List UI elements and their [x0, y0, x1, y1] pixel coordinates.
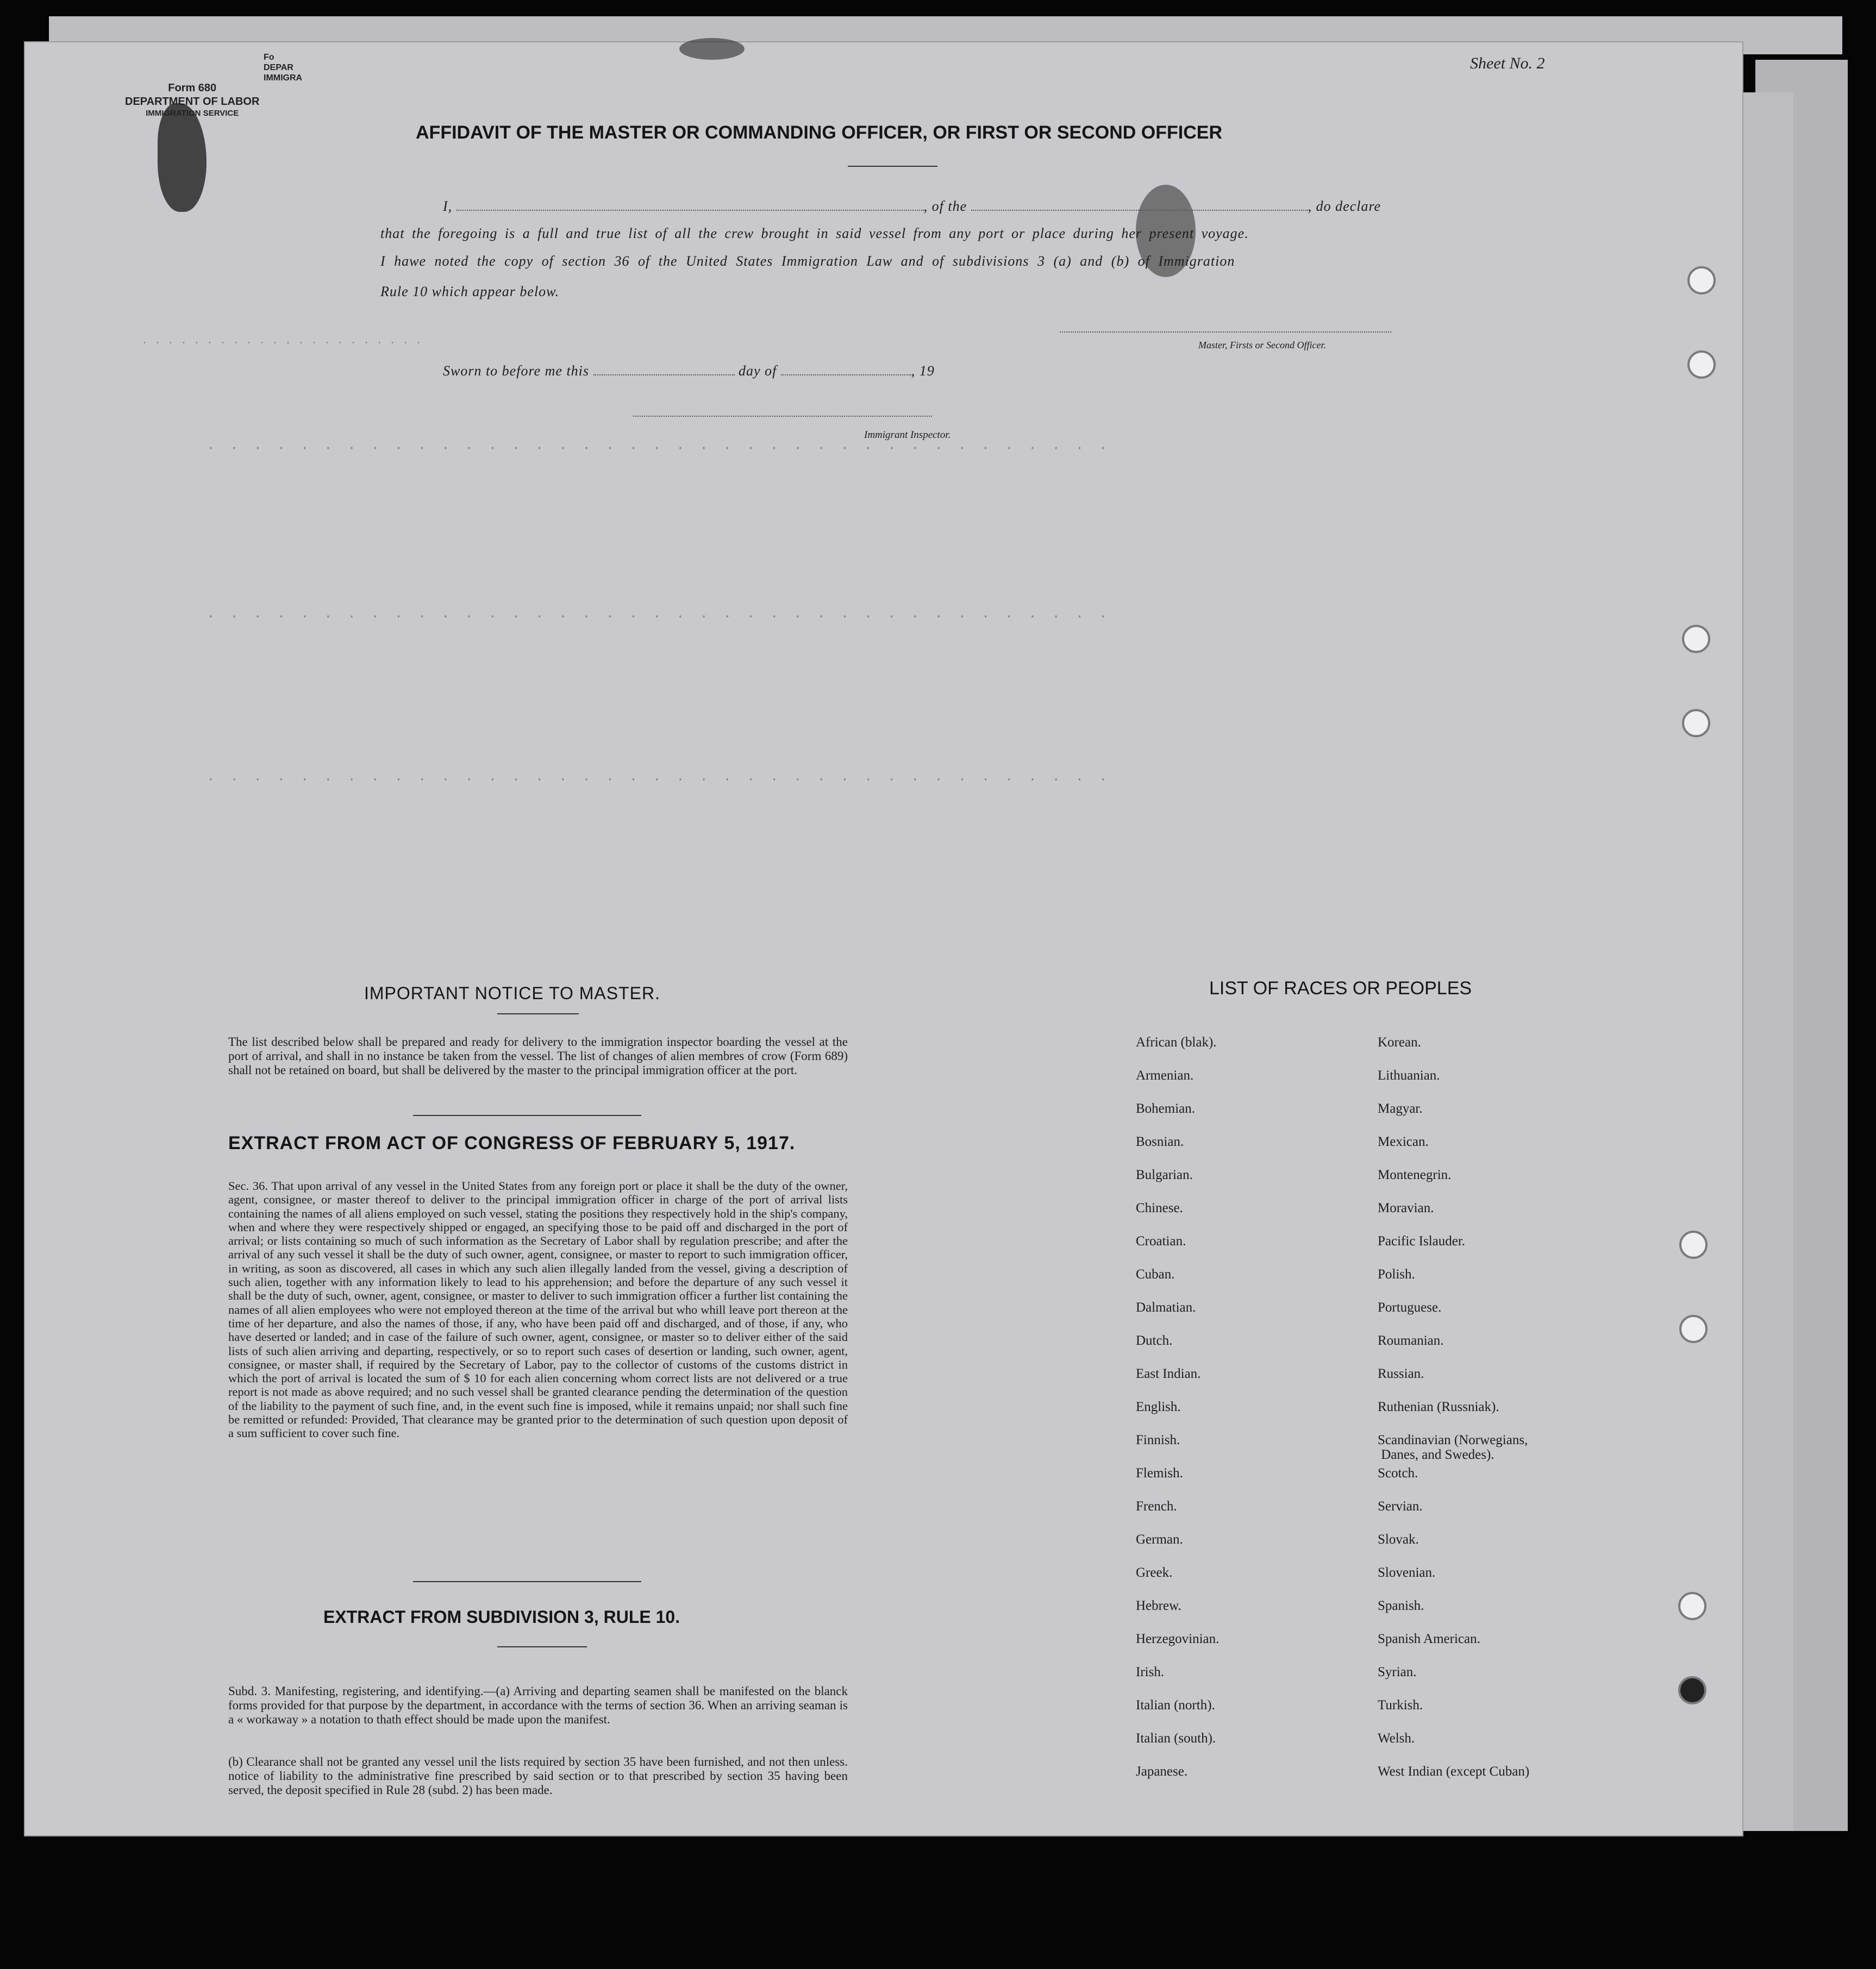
binder-hole — [1687, 266, 1716, 294]
affidavit-line-2: that the foregoing is a full and true list of all the crew brought in said vessel from any port or place during her present voyage. — [380, 225, 1249, 241]
binder-hole — [1679, 1231, 1708, 1259]
binder-hole — [1678, 1592, 1706, 1620]
race-item: Italian (south). — [1136, 1731, 1216, 1746]
binder-hole — [1682, 625, 1710, 653]
race-item: English. — [1136, 1400, 1181, 1414]
race-item: French. — [1136, 1499, 1177, 1514]
race-item: Magyar. — [1378, 1101, 1423, 1116]
bleed-through-text: · · · · · · · · · · · · · · · · · · · · · · · · · · · · · · · · · · · · · · · — [207, 772, 1111, 788]
form-number: Form 680 — [168, 82, 217, 94]
race-item: Herzegovinian. — [1136, 1632, 1220, 1646]
signer-label: Master, Firsts or Second Officer. — [1198, 340, 1326, 350]
bleed-through-text: · · · · · · · · · · · · · · · · · · · · · · · · · · · · · · · · · · · · · · · — [207, 440, 1111, 456]
race-item: Greek. — [1136, 1565, 1173, 1580]
notice-text: The list described below shall be prepared and ready for delivery to the immigration inspector boarding the vessel at the port of arrival, and shall in no instance be taken from the vessel. The list of changes of alien membres of crow (Form 689) shall not be retained on board, but shall be delivered by the master to the principal immigration officer at the port. — [228, 1035, 848, 1077]
divider — [497, 1013, 579, 1014]
race-item: East Indian. — [1136, 1366, 1201, 1381]
extract-act-text: Sec. 36. That upon arrival of any vessel in the United States from any foreign port or place it shall be the duty of the owner, agent, consignee, or master thereof to deliver to the principal immigration officer in charge of the port of arrival lists containing the names of all aliens employed on such vessel, stating the positions they respectively hold in the ship's company, when and where they were respectively shipped or engaged, an specifying those to be paid off and discharged in the port of arrival; or lists containing so much of such information as the Secretary of Labor shall by regulation prescribe; and after the arrival of any such vessel it shall be the duty of such owner, agent, consignee, or master to report to such immigration officer, in writing, as soon as discovered, all cases in which any such alien illegally landed from the vessel, giving a description of such alien, together with any information likely to lead to his apprehension; and before the departure of any such vessel it shall be the duty of such, owner, agent, consignee, or master to deliver to such immigration officer a further list containing the names of all alien employees who were not employed thereon at the time of the arrival but who whill leave port thereon at the time of her departure, and also the names of those, if any, who have been paid off and discharged, and of those, if any, who have deserted or landed; and in case of the failure of such owner, agent, consignee, or master so to deliver either of the said lists of such alien arriving and departing, respectively, or so to report such cases of desertion or landing, such owner, agent, consignee, or master shall, if required by the Secretary of Labor, pay to the collector of customs of the customs district in which the port of arrival is located the sum of $ 10 for each alien concerning whom correct lists are not delivered or a true report is not made as above required; and no such vessel shall be granted clearance pending the determination of the question of the liability to the payment of such fine, and, in the event such fine is imposed, while it remains unpaid; nor shall such fine be remitted or refunded: Provided, That clearance may be granted prior to the determination of such question upon deposit of a sum sufficient to cover such fine. — [228, 1179, 848, 1440]
bleed-through-text: · · · · · · · · · · · · · · · · · · · · · · · · · · · · · · · · · · · · · · · — [207, 609, 1111, 625]
race-item: Chinese. — [1136, 1201, 1183, 1215]
race-item: Dutch. — [1136, 1333, 1173, 1348]
races-title: LIST OF RACES OR PEOPLES — [1209, 978, 1472, 999]
inspector-signature-blank[interactable] — [633, 416, 932, 417]
divider — [497, 1646, 587, 1647]
race-item: German. — [1136, 1532, 1183, 1547]
notice-title: IMPORTANT NOTICE TO MASTER. — [364, 983, 660, 1003]
race-item: Portuguese. — [1378, 1300, 1442, 1315]
race-item: Lithuanian. — [1378, 1068, 1440, 1083]
form-department: DEPARTMENT OF LABOR — [125, 96, 260, 108]
affidavit-title: AFFIDAVIT OF THE MASTER OR COMMANDING OFFICER, OR FIRST OR SECOND OFFICER — [416, 122, 1222, 143]
extract-act-title: EXTRACT FROM ACT OF CONGRESS OF FEBRUARY 5, 1917. — [228, 1133, 796, 1153]
race-item: Dalmatian. — [1136, 1300, 1196, 1315]
sworn-prefix: Sworn to before me this — [443, 363, 590, 379]
race-item: Servian. — [1378, 1499, 1423, 1514]
ink-stain — [679, 38, 745, 60]
extract-rule-text-a: Subd. 3. Manifesting, registering, and identifying.—(a) Arriving and departing seamen shall be manifested on the blanck forms provided for that purpose by the department, in accordance with the terms of section 36. When an arriving seaman is a « workaway » a notation to thath effect should be made upon the manifest. — [228, 1684, 848, 1726]
race-item: Roumanian. — [1378, 1333, 1444, 1348]
affidavit-of-the: , of the — [923, 198, 967, 214]
race-item: Croatian. — [1136, 1234, 1186, 1249]
sworn-month-blank[interactable] — [781, 374, 911, 375]
divider — [848, 166, 937, 167]
affidavit-declare: , do declare — [1308, 198, 1381, 214]
vessel-blank[interactable] — [971, 210, 1308, 211]
race-item: Slovenian. — [1378, 1565, 1436, 1580]
extract-rule-title: EXTRACT FROM SUBDIVISION 3, RULE 10. — [323, 1607, 680, 1627]
name-blank[interactable] — [457, 210, 924, 211]
form-service: IMMIGRATION SERVICE — [146, 109, 239, 118]
binder-hole — [1678, 1676, 1706, 1704]
race-item: Pacific Islauder. — [1378, 1234, 1466, 1249]
race-item: Scandinavian (Norwegians, Danes, and Swedes). — [1378, 1433, 1528, 1462]
race-item: African (blak). — [1136, 1035, 1217, 1050]
divider — [413, 1115, 641, 1116]
race-item: Slovak. — [1378, 1532, 1419, 1547]
race-item: Scotch. — [1378, 1466, 1418, 1481]
races-left-column — [1136, 1035, 1219, 1797]
affidavit-line-1 — [443, 198, 1381, 215]
race-item: Cuban. — [1136, 1267, 1175, 1282]
extract-rule-text-b: (b) Clearance shall not be granted any vessel unil the lists required by section 35 have been furnished, and not then unless. notice of liability to the administrative fine prescribed by said section or to that prescribed by section 35 having been served, the deposit specified in Rule 28 (subd. 2) has been made. — [228, 1755, 848, 1797]
race-item: Bulgarian. — [1136, 1168, 1193, 1182]
race-item: Italian (north). — [1136, 1698, 1215, 1713]
binder-hole — [1679, 1315, 1708, 1343]
affidavit-line-3: I hawe noted the copy of section 36 of the United States Immigration Law and of subdivisions 3 (a) and (b) of Immigration — [380, 253, 1235, 269]
sheet-number: Sheet No. 2 — [1470, 54, 1545, 72]
bleed-through-text: · · · · · · · · · · · · · · · · · · · · · · — [141, 337, 422, 349]
form-header-partial: Fo DEPAR IMMIGRA — [264, 53, 303, 83]
race-item: Bosnian. — [1136, 1134, 1184, 1149]
race-item: Japanese. — [1136, 1764, 1188, 1779]
race-item: West Indian (except Cuban) — [1378, 1764, 1530, 1779]
race-item: Mexican. — [1378, 1134, 1429, 1149]
races-right-column — [1378, 1035, 1529, 1797]
race-item: Russian. — [1378, 1366, 1424, 1381]
affidavit-i: I, — [443, 198, 453, 214]
race-item: Spanish. — [1378, 1598, 1424, 1613]
race-item: Bohemian. — [1136, 1101, 1196, 1116]
race-item: Polish. — [1378, 1267, 1415, 1282]
race-item: Spanish American. — [1378, 1632, 1480, 1646]
divider — [413, 1581, 641, 1582]
race-item: Korean. — [1378, 1035, 1421, 1050]
race-item: Syrian. — [1378, 1665, 1417, 1679]
form-header — [125, 81, 259, 119]
binder-hole — [1687, 350, 1716, 379]
sworn-date-blank[interactable] — [593, 374, 735, 375]
sworn-line — [443, 363, 935, 379]
race-item: Finnish. — [1136, 1433, 1180, 1447]
sworn-day: day of — [739, 363, 777, 379]
binder-hole — [1682, 709, 1710, 737]
race-item: Ruthenian (Russniak). — [1378, 1400, 1499, 1414]
signature-blank[interactable] — [1060, 331, 1391, 333]
sworn-year: , 19 — [911, 363, 935, 379]
race-item: Moravian. — [1378, 1201, 1434, 1215]
race-item: Welsh. — [1378, 1731, 1415, 1746]
inspector-label: Immigrant Inspector. — [864, 429, 951, 441]
race-item: Montenegrin. — [1378, 1168, 1452, 1182]
race-item: Turkish. — [1378, 1698, 1423, 1713]
race-item: Flemish. — [1136, 1466, 1183, 1481]
race-item: Hebrew. — [1136, 1598, 1181, 1613]
affidavit-line-4: Rule 10 which appear below. — [380, 284, 560, 299]
race-item: Irish. — [1136, 1665, 1165, 1679]
race-item: Armenian. — [1136, 1068, 1194, 1083]
